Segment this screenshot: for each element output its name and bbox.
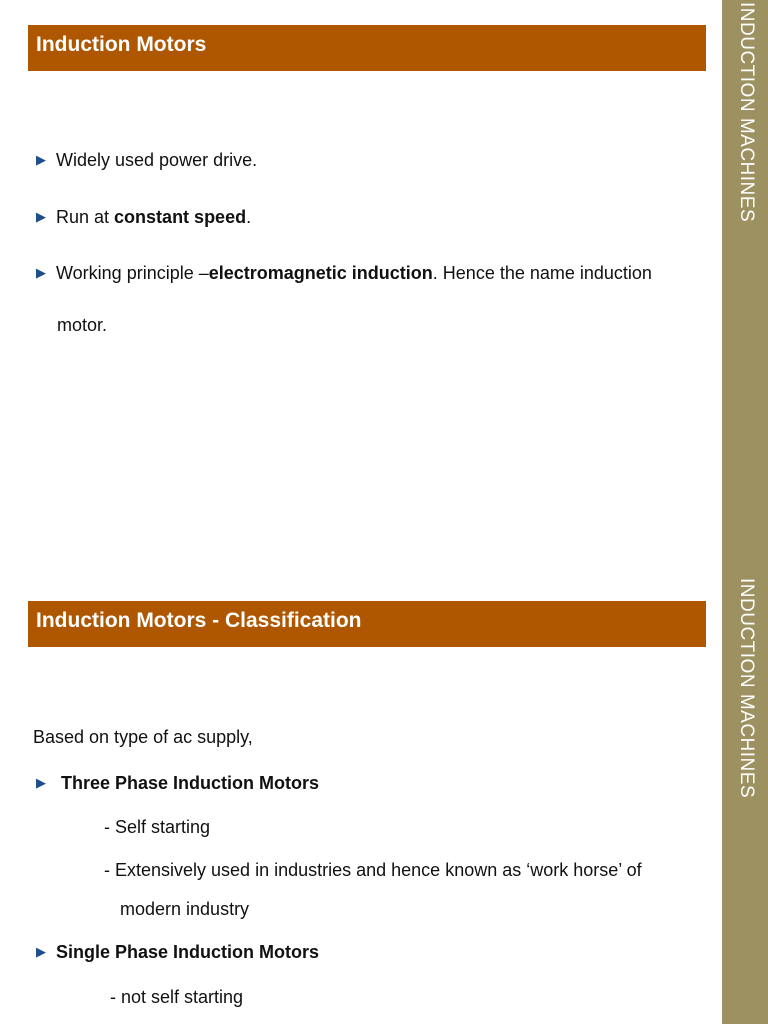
item-1-label: Three Phase Induction Motors <box>61 773 320 793</box>
slide2-title: Induction Motors - Classification <box>28 601 706 647</box>
bullet-3-continuation: motor. <box>57 315 108 335</box>
bullet-2-pre: Run at <box>56 207 115 227</box>
bullet-3-post: . Hence the name induction <box>432 263 652 283</box>
triangle-right-icon: ▶ <box>36 209 46 224</box>
sidebar-label-top <box>722 2 768 262</box>
bullet-2-bold: constant speed <box>114 207 247 227</box>
triangle-right-icon: ▶ <box>36 265 46 280</box>
slide2-item-2 <box>36 939 319 965</box>
item-2-label: Single Phase Induction Motors <box>56 942 320 962</box>
bullet-2-post: . <box>246 207 252 227</box>
slide1-bullet-1 <box>36 147 257 173</box>
slide1-bullet-2 <box>36 204 251 230</box>
triangle-right-icon: ▶ <box>36 944 46 959</box>
sidebar-label-bottom-text: INDUCTION MACHINES <box>736 578 757 799</box>
bullet-1-text: Widely used power drive. <box>56 150 258 170</box>
slide1-bullet-3 <box>36 260 652 286</box>
slide1-title: Induction Motors <box>28 25 706 71</box>
sidebar-label-top-text: INDUCTION MACHINES <box>736 2 757 223</box>
bullet-3-text <box>56 260 652 286</box>
slide2-item-1 <box>36 770 319 796</box>
bullet-3-bold: electromagnetic induction <box>208 263 433 283</box>
sidebar-label-bottom <box>722 578 768 838</box>
triangle-right-icon: ▶ <box>36 152 46 167</box>
triangle-right-icon: ▶ <box>36 775 46 790</box>
bullet-2-text <box>56 204 251 230</box>
slide2-intro: Based on type of ac supply, <box>33 727 253 747</box>
item-1-sub-2-continuation: modern industry <box>120 899 250 919</box>
item-1-sub-2: - Extensively used in industries and hence known as ‘work horse’ of <box>104 860 642 880</box>
bullet-3-pre: Working principle – <box>56 263 209 283</box>
item-2-sub-1: - not self starting <box>110 987 244 1007</box>
item-1-sub-1: - Self starting <box>104 817 211 837</box>
